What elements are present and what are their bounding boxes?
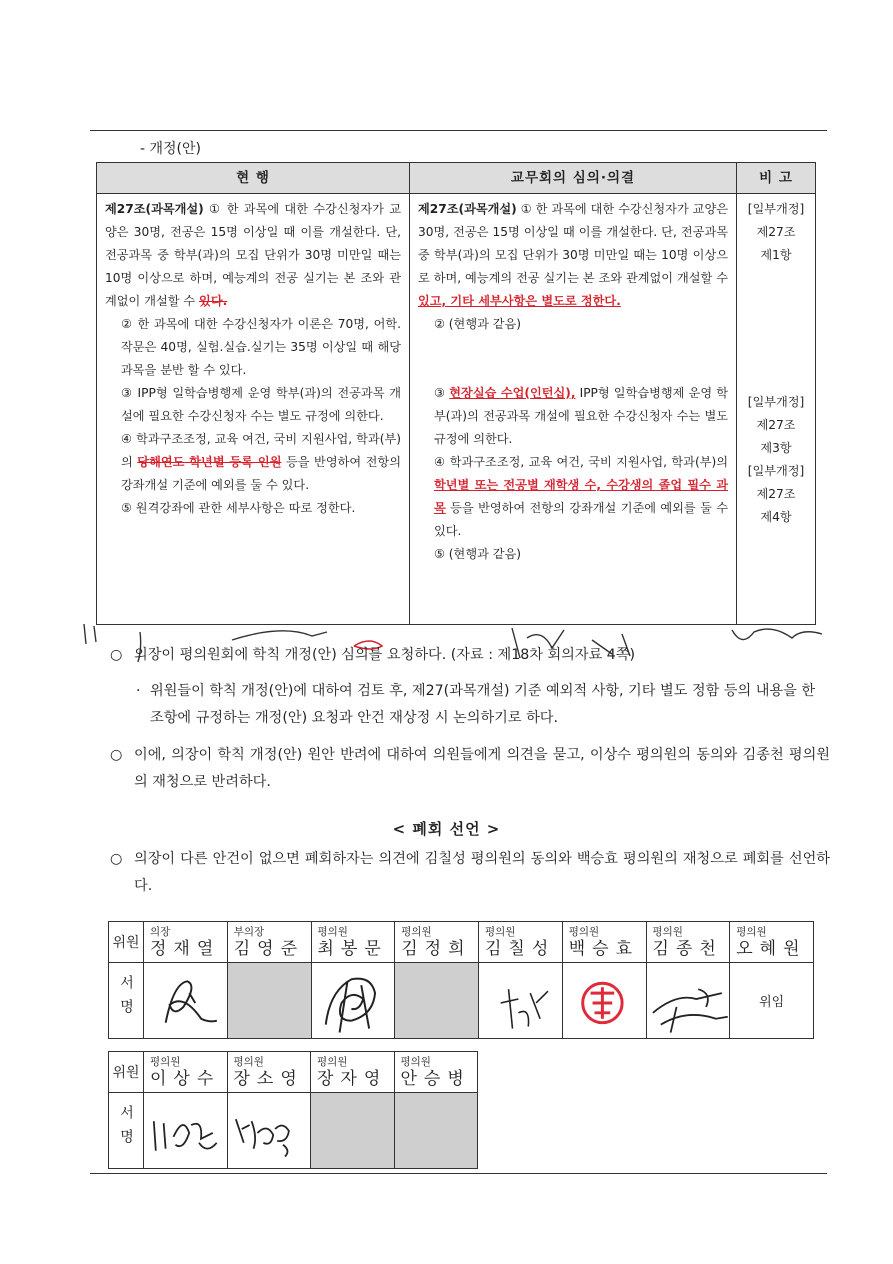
header-proposed: 교무회의 심의·의결 [410,163,737,194]
closing-heading: < 폐회 선언 > [392,820,501,838]
signature-table-2 [108,1051,478,1169]
proposed-p3: ③ 현장실습 수업(인턴십), IPP형 일학습병행제 운영 학부(과)의 전공과목 개설에 필요한 수강신청자 수는 별도 규정에 의한다. [434,386,728,446]
added-text: 현장실습 수업(인턴십), [449,386,576,400]
signature-empty [311,1093,395,1169]
proposed-p4: ④ 학과구조조정, 교육 여건, 국비 지원사업, 학과(부)의 학년별 또는 전공별 재학생 수, 수강생의 졸업 필수 과목 등을 반영하여 전항의 강좌개설 기준에 예외를 둘 수 있다. [434,455,728,538]
delegated-text: 위임 [759,995,785,1010]
signature-image [227,1093,311,1169]
spacer [418,336,728,382]
member-cell: 평의원 이상수 [144,1052,228,1093]
bottom-rule [90,1173,827,1174]
signature-image [646,963,730,1039]
section-subtitle: - 개정(안) [140,141,201,157]
header-notes: 비 고 [737,163,816,194]
minutes-subitem-1: · 위원들이 학칙 개정(안)에 대하여 검토 후, 제27(과목개설) 기준 예외적 사항, 기타 별도 정함 등의 내용을 한 조항에 규정하는 개정(안) 요청과 안건 재상정 시 논의하기로 하다. [136,678,826,732]
current-p5: ⑤ 원격강좌에 관한 세부사항은 따로 정한다. [121,501,356,515]
row-label-members: 위원 [109,1052,144,1093]
member-cell: 평의원 장소영 [227,1052,311,1093]
minutes-item-1: ○ 의장이 평의원회에 학칙 개정(안) 심의를 요청하다. (자료 : 제18차 회의자료 4쪽) [110,642,830,669]
signature-image [479,963,563,1039]
proposed-column [410,194,737,625]
signature-image [144,963,228,1039]
added-text: 있고, 기타 세부사항은 별도로 정한다. [418,294,621,308]
minutes-item-2: ○ 이에, 의장이 학칙 개정(안) 원안 반려에 대하여 의원들에게 의견을 묻고, 이상수 평의원의 동의와 김종천 평의원의 재청으로 반려하다. [110,742,830,796]
current-p3: ③ IPP형 일학습병행제 운영 학부(과)의 전공과목 개설에 필요한 수강신청자 수는 별도 규정에 의한다. [121,386,401,423]
signature-table-1 [108,921,814,1039]
note-3: [일부개정] 제27조 제4항 [747,464,805,524]
proposed-p5: ⑤ (현행과 같음) [434,547,522,561]
signature-empty [395,963,479,1039]
deleted-text: 당해연도 학년별 등록 인원 [137,455,282,469]
current-p4: ④ 학과구조조정, 교육 여건, 국비 지원사업, 학과(부)의 당해연도 학년별 등록 인원 등을 반영하여 전항의 강좌개설 기준에 예외를 둘 수 있다. [121,432,401,492]
amendment-table [96,162,816,625]
member-cell: 부의장 김영준 [227,922,311,963]
member-cell: 평의원 장자영 [311,1052,395,1093]
circle-bullet-icon: ○ [110,851,123,867]
notes-column [737,194,816,625]
circle-bullet-icon: ○ [110,747,123,763]
note-1: [일부개정] 제27조 제1항 [747,202,805,262]
member-cell: 평의원 안승병 [394,1052,478,1093]
note-2: [일부개정] 제27조 제3항 [747,395,805,455]
minutes-item-3: ○ 의장이 다른 안건이 없으면 폐회하자는 의견에 김칠성 평의원의 동의와 백승효 평의원의 재청으로 폐회를 선언하다. [110,846,830,900]
member-cell: 평의원 김정희 [395,922,479,963]
signature-image [311,963,395,1039]
current-column [97,194,410,625]
member-cell: 평의원 오혜원 [730,922,814,963]
member-cell: 의장 정재열 [144,922,228,963]
header-current: 현 행 [97,163,410,194]
added-text: 학년별 또는 전공별 재학생 수, 수강생의 졸업 필수 과목 [434,478,728,515]
circle-bullet-icon: ○ [110,647,123,663]
spacer [739,267,813,391]
member-cell: 평의원 김종천 [646,922,730,963]
proposed-p1: 제27조(과목개설) ① 한 과목에 대한 수강신청자가 교양은 30명, 전공은 15명 이상일 때 이를 개설한다. 단, 전공과목 중 학부(과)의 모집 단위가 30명 미만일 때는 10명 이상으로 하며, 예능계의 전공 실기는 본 조와 관계없이 개설할 수 있고, 기타 세부사항은 별도로 정한다. [418,202,728,308]
official-seal [562,963,646,1039]
current-p1: 제27조(과목개설) ① 한 과목에 대한 수강신청자가 교양은 30명, 전공은 15명 이상일 때 이를 개설한다. 단, 전공과목 중 학부(과)의 모집 단위가 30명 미만일 때는 10명 이상으로 하며, 예능계의 전공 실기는 본 조와 관계없이 개설할 수 있다. [105,202,401,308]
member-cell: 평의원 백승효 [562,922,646,963]
member-cell: 평의원 김칠성 [479,922,563,963]
row-label-signature: 서명 [109,1093,144,1169]
deleted-text: 있다. [199,294,228,308]
proposed-p2: ② (현행과 같음) [434,317,522,331]
signature-image [144,1093,228,1169]
signature-empty [227,963,311,1039]
current-p2: ② 한 과목에 대한 수강신청자가 이론은 70명, 어학.작문은 40명, 실험.실습.실기는 35명 이상일 때 해당 과목을 분반 할 수 있다. [121,317,401,377]
delegated-cell [730,963,814,1039]
signature-empty [394,1093,478,1169]
dot-bullet-icon: · [136,683,141,699]
row-label-signature: 서명 [109,963,144,1039]
row-label-members: 위원 [109,922,144,963]
top-rule [90,130,827,131]
member-cell: 평의원 최봉문 [311,922,395,963]
